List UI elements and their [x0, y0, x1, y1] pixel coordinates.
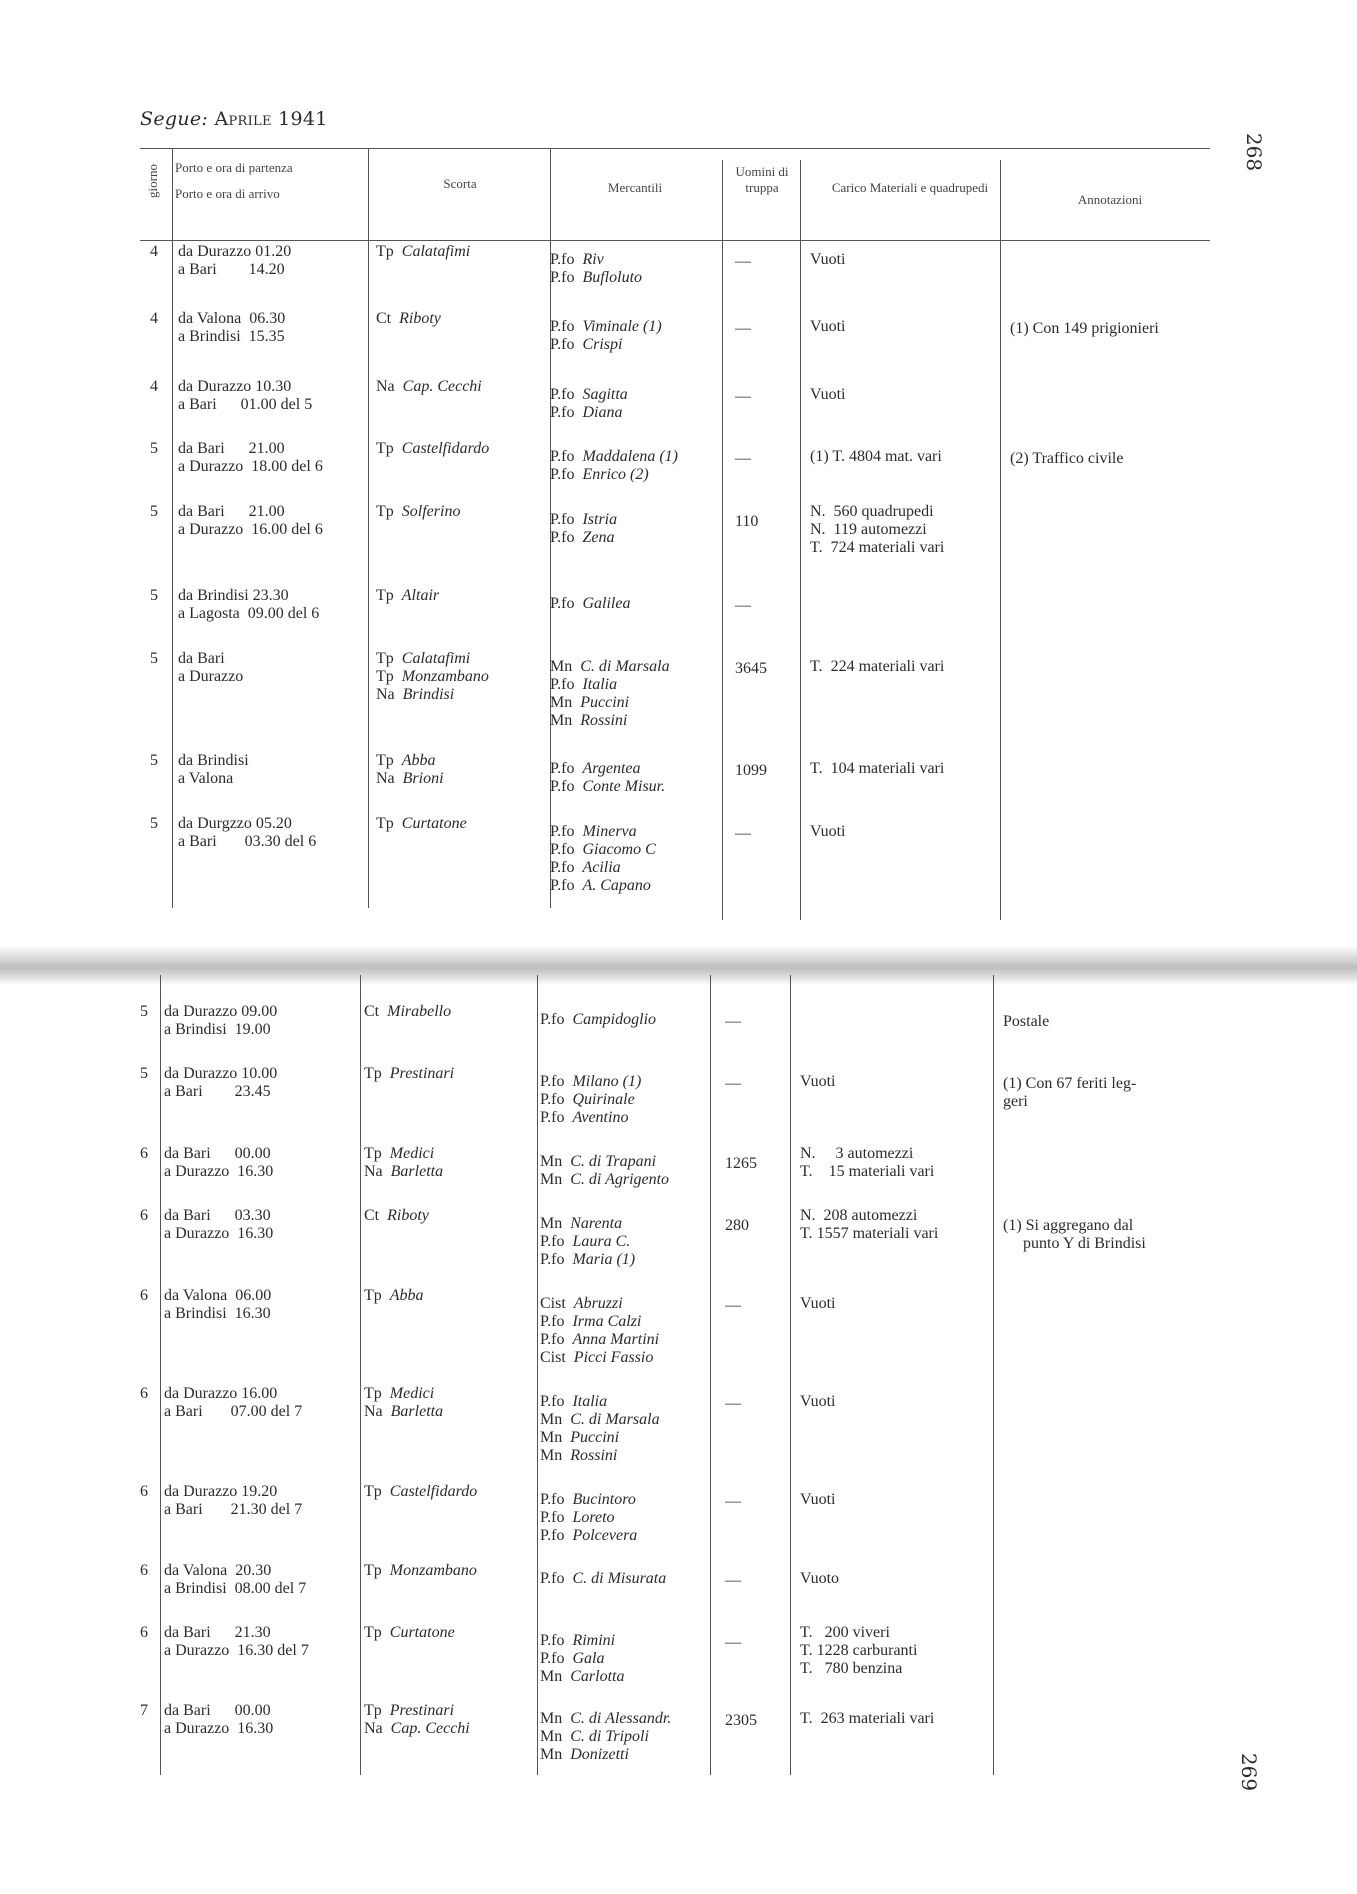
row-ship: P.fo Acilia: [550, 859, 621, 876]
row-ship: P.fo Aventino: [540, 1109, 629, 1126]
row-escort: Tp Calatafimi: [376, 243, 471, 260]
row-cargo-line: T. 1557 materiali vari: [800, 1225, 939, 1242]
row-route-line: a Durazzo: [178, 668, 244, 685]
row-ship: P.fo Loreto: [540, 1509, 615, 1526]
row-men: —: [725, 1075, 741, 1092]
table-top-rule: [140, 148, 1210, 149]
page-header: [140, 108, 328, 130]
row-ship: Mn Narenta: [540, 1215, 623, 1232]
row-escort: Na Brioni: [376, 770, 444, 787]
row-cargo-line: N. 119 automezzi: [810, 521, 927, 538]
row-day: 4: [150, 243, 158, 260]
row-cargo-line: T. 200 viveri: [800, 1624, 890, 1641]
row-cargo-line: Vuoti: [810, 823, 846, 840]
row-cargo-line: T. 780 benzina: [800, 1660, 903, 1677]
row-cargo-line: T. 104 materiali vari: [810, 760, 945, 777]
row-cargo-line: Vuoti: [810, 318, 846, 335]
vrule: [800, 160, 801, 920]
row-escort: Tp Curtatone: [376, 815, 467, 832]
row-note: (1) Si aggregano dal punto Y di Brindisi: [1003, 1217, 1146, 1252]
row-route-line: a Durazzo 18.00 del 6: [178, 458, 323, 475]
row-cargo-line: Vuoti: [810, 251, 846, 268]
row-route-line: da Brindisi 23.30: [178, 587, 289, 604]
row-route-line: da Durazzo 16.00: [164, 1385, 278, 1402]
row-escort: Ct Mirabello: [364, 1003, 452, 1020]
row-escort: Tp Abba: [376, 752, 436, 769]
row-day: 5: [150, 587, 158, 604]
row-day: 5: [150, 503, 158, 520]
row-ship: Mn Puccini: [550, 694, 630, 711]
row-day: 4: [150, 378, 158, 395]
header-year: 1941: [278, 108, 328, 130]
page-number-top: 268: [1242, 132, 1267, 172]
row-escort: Na Barletta: [364, 1403, 444, 1420]
vrule: [722, 160, 723, 920]
col-scorta: Scorta: [443, 176, 477, 191]
row-ship: P.fo Minerva: [550, 823, 637, 840]
row-route-line: a Lagosta 09.00 del 6: [178, 605, 320, 622]
row-ship: P.fo Sagitta: [550, 386, 628, 403]
row-ship: P.fo Gala: [540, 1650, 605, 1667]
row-ship: P.fo Conte Misur.: [550, 778, 666, 795]
row-route-line: a Bari 03.30 del 6: [178, 833, 317, 850]
row-route-line: da Bari 00.00: [164, 1702, 271, 1719]
row-route-line: a Durazzo 16.30: [164, 1720, 274, 1737]
row-route-line: da Brindisi: [178, 752, 249, 769]
col-porto-arrivo: Porto e ora di arrivo: [175, 186, 280, 201]
row-escort: Tp Medici: [364, 1145, 435, 1162]
row-route-line: da Durazzo 10.00: [164, 1065, 278, 1082]
row-ship: Mn C. di Trapani: [540, 1153, 657, 1170]
row-men: 1265: [725, 1155, 757, 1172]
row-cargo-line: (1) T. 4804 mat. vari: [810, 448, 942, 465]
row-men: 2305: [725, 1712, 757, 1729]
col-carico: Carico Materiali e quadrupedi: [831, 180, 989, 195]
row-ship: P.fo Anna Martini: [540, 1331, 660, 1348]
row-route-line: a Bari 21.30 del 7: [164, 1501, 303, 1518]
row-day: 5: [150, 440, 158, 457]
row-ship: P.fo Bufloluto: [550, 269, 643, 286]
row-day: 5: [140, 1003, 148, 1020]
row-cargo-line: T. 15 materiali vari: [800, 1163, 935, 1180]
row-ship: P.fo Riv: [550, 251, 604, 268]
row-route-line: da Durgzzo 05.20: [178, 815, 292, 832]
row-escort: Tp Prestinari: [364, 1702, 455, 1719]
row-men: —: [725, 1493, 741, 1510]
row-escort: Tp Abba: [364, 1287, 424, 1304]
row-men: 280: [725, 1217, 749, 1234]
row-men: —: [735, 450, 751, 467]
row-ship: Mn C. di Tripoli: [540, 1728, 649, 1745]
row-ship: P.fo Bucintoro: [540, 1491, 636, 1508]
row-day: 5: [140, 1065, 148, 1082]
row-escort: Tp Monzambano: [364, 1562, 477, 1579]
row-men: —: [725, 1572, 741, 1589]
row-cargo-line: N. 3 automezzi: [800, 1145, 914, 1162]
row-ship: Mn Rossini: [550, 712, 628, 729]
row-route-line: da Valona 06.30: [178, 310, 286, 327]
row-cargo-line: T. 724 materiali vari: [810, 539, 945, 556]
row-ship: Mn C. di Marsala: [540, 1411, 660, 1428]
vrule: [160, 975, 161, 1775]
row-cargo-line: Vuoti: [800, 1491, 836, 1508]
row-ship: P.fo Laura C.: [540, 1233, 631, 1250]
col-mercantili: Mercantili: [607, 180, 663, 195]
row-route-line: a Durazzo 16.00 del 6: [178, 521, 323, 538]
row-ship: Mn C. di Marsala: [550, 658, 670, 675]
row-men: —: [735, 825, 751, 842]
row-day: 6: [140, 1483, 148, 1500]
row-cargo-line: Vuoti: [800, 1393, 836, 1410]
row-ship: P.fo Galilea: [550, 595, 631, 612]
row-ship: Mn Carlotta: [540, 1668, 625, 1685]
row-ship: P.fo Maddalena (1): [550, 448, 678, 465]
row-escort: Tp Medici: [364, 1385, 435, 1402]
row-day: 6: [140, 1624, 148, 1641]
row-cargo-line: Vuoti: [800, 1295, 836, 1312]
row-day: 5: [150, 815, 158, 832]
row-ship: P.fo C. di Misurata: [540, 1570, 667, 1587]
row-escort: Tp Altair: [376, 587, 440, 604]
header-prefix: Segue:: [140, 108, 209, 130]
row-men: —: [735, 253, 751, 270]
row-ship: P.fo Rimini: [540, 1632, 616, 1649]
row-route-line: da Bari 21.00: [178, 503, 285, 520]
row-day: 5: [150, 650, 158, 667]
row-ship: Cist Picci Fassio: [540, 1349, 654, 1366]
row-route-line: da Durazzo 10.30: [178, 378, 292, 395]
row-escort: Tp Castelfidardo: [376, 440, 490, 457]
row-ship: P.fo A. Capano: [550, 877, 651, 894]
row-men: —: [735, 320, 751, 337]
row-note: (1) Con 67 feriti leg- geri: [1003, 1075, 1137, 1110]
row-day: 4: [150, 310, 158, 327]
row-men: —: [725, 1395, 741, 1412]
row-route-line: a Bari 01.00 del 5: [178, 396, 313, 413]
row-men: 3645: [735, 660, 767, 677]
row-cargo-line: Vuoti: [800, 1073, 836, 1090]
vrule: [1000, 160, 1001, 920]
row-route-line: a Durazzo 16.30: [164, 1225, 274, 1242]
row-note: (1) Con 149 prigionieri: [1010, 320, 1159, 337]
row-ship: P.fo Zena: [550, 529, 615, 546]
row-route-line: da Bari 03.30: [164, 1207, 271, 1224]
row-ship: Mn Donizetti: [540, 1746, 629, 1763]
vrule: [993, 975, 994, 1775]
row-escort: Na Barletta: [364, 1163, 444, 1180]
row-ship: Mn Rossini: [540, 1447, 618, 1464]
row-ship: P.fo Italia: [540, 1393, 608, 1410]
row-cargo-line: T. 263 materiali vari: [800, 1710, 935, 1727]
row-route-line: da Durazzo 01.20: [178, 243, 292, 260]
row-ship: P.fo Crispi: [550, 336, 623, 353]
row-route-line: a Bari 23.45: [164, 1083, 271, 1100]
header-month: Aprile: [214, 108, 272, 130]
col-giorno: giorno: [145, 164, 160, 198]
row-cargo-line: T. 224 materiali vari: [810, 658, 945, 675]
row-cargo-line: N. 560 quadrupedi: [810, 503, 934, 520]
col-uomini: Uomini di truppa: [735, 164, 789, 195]
scan-fold-band: [0, 945, 1357, 985]
row-escort: Tp Prestinari: [364, 1065, 455, 1082]
row-men: 110: [735, 513, 759, 530]
row-cargo-line: T. 1228 carburanti: [800, 1642, 918, 1659]
row-note: Postale: [1003, 1013, 1050, 1030]
row-men: —: [725, 1297, 741, 1314]
row-ship: P.fo Viminale (1): [550, 318, 662, 335]
vrule: [790, 975, 791, 1775]
row-ship: P.fo Maria (1): [540, 1251, 636, 1268]
row-route-line: a Brindisi 08.00 del 7: [164, 1580, 307, 1597]
row-escort: Ct Riboty: [364, 1207, 429, 1224]
row-men: —: [735, 597, 751, 614]
vrule: [368, 148, 369, 908]
row-escort: Tp Calatafimi: [376, 650, 471, 667]
row-route-line: a Durazzo 16.30: [164, 1163, 274, 1180]
row-day: 7: [140, 1702, 148, 1719]
row-day: 6: [140, 1207, 148, 1224]
row-route-line: da Valona 06.00: [164, 1287, 272, 1304]
row-escort: Tp Castelfidardo: [364, 1483, 478, 1500]
row-route-line: a Durazzo 16.30 del 7: [164, 1642, 309, 1659]
row-route-line: da Bari 21.00: [178, 440, 285, 457]
row-route-line: a Brindisi 15.35: [178, 328, 285, 345]
row-route-line: a Bari 14.20: [178, 261, 285, 278]
col-porto-partenza: Porto e ora di partenza: [175, 160, 293, 175]
row-note: (2) Traffico civile: [1010, 450, 1124, 467]
page-number-bottom: 269: [1237, 1752, 1262, 1792]
row-ship: P.fo Giacomo C: [550, 841, 656, 858]
row-cargo-line: Vuoto: [800, 1570, 840, 1587]
row-ship: P.fo Irma Calzi: [540, 1313, 642, 1330]
row-ship: P.fo Milano (1): [540, 1073, 642, 1090]
row-ship: P.fo Polcevera: [540, 1527, 638, 1544]
row-escort: Ct Riboty: [376, 310, 441, 327]
vrule: [360, 975, 361, 1775]
row-men: —: [725, 1634, 741, 1651]
row-ship: P.fo Istria: [550, 511, 618, 528]
row-ship: P.fo Diana: [550, 404, 623, 421]
row-route-line: da Bari 21.30: [164, 1624, 271, 1641]
row-route-line: a Brindisi 19.00: [164, 1021, 271, 1038]
row-route-line: da Valona 20.30: [164, 1562, 272, 1579]
col-annotazioni: Annotazioni: [1077, 192, 1143, 207]
row-men: —: [725, 1013, 741, 1030]
row-men: 1099: [735, 762, 767, 779]
row-day: 5: [150, 752, 158, 769]
row-escort: Tp Curtatone: [364, 1624, 455, 1641]
row-ship: Cist Abruzzi: [540, 1295, 623, 1312]
row-route-line: a Bari 07.00 del 7: [164, 1403, 303, 1420]
row-route-line: da Durazzo 19.20: [164, 1483, 278, 1500]
row-ship: P.fo Campidoglio: [540, 1011, 657, 1028]
row-cargo-line: Vuoti: [810, 386, 846, 403]
row-escort: Tp Monzambano: [376, 668, 489, 685]
row-ship: P.fo Quirinale: [540, 1091, 635, 1108]
row-ship: P.fo Enrico (2): [550, 466, 649, 483]
vrule: [710, 975, 711, 1775]
row-route-line: da Bari 00.00: [164, 1145, 271, 1162]
vrule: [537, 975, 538, 1775]
row-escort: Tp Solferino: [376, 503, 461, 520]
row-ship: P.fo Argentea: [550, 760, 641, 777]
row-escort: Na Brindisi: [376, 686, 455, 703]
row-ship: Mn C. di Alessandr.: [540, 1710, 672, 1727]
row-ship: Mn C. di Agrigento: [540, 1171, 670, 1188]
row-route-line: a Brindisi 16.30: [164, 1305, 271, 1322]
row-men: —: [735, 388, 751, 405]
vrule: [172, 148, 173, 908]
row-route-line: a Valona: [178, 770, 234, 787]
row-cargo-line: N. 208 automezzi: [800, 1207, 918, 1224]
row-day: 6: [140, 1145, 148, 1162]
row-escort: Na Cap. Cecchi: [364, 1720, 470, 1737]
table-header-rule: [140, 240, 1210, 241]
row-ship: Mn Puccini: [540, 1429, 620, 1446]
row-route-line: da Durazzo 09.00: [164, 1003, 278, 1020]
row-escort: Na Cap. Cecchi: [376, 378, 482, 395]
row-day: 6: [140, 1287, 148, 1304]
row-ship: P.fo Italia: [550, 676, 618, 693]
row-route-line: da Bari: [178, 650, 225, 667]
row-day: 6: [140, 1385, 148, 1402]
row-day: 6: [140, 1562, 148, 1579]
